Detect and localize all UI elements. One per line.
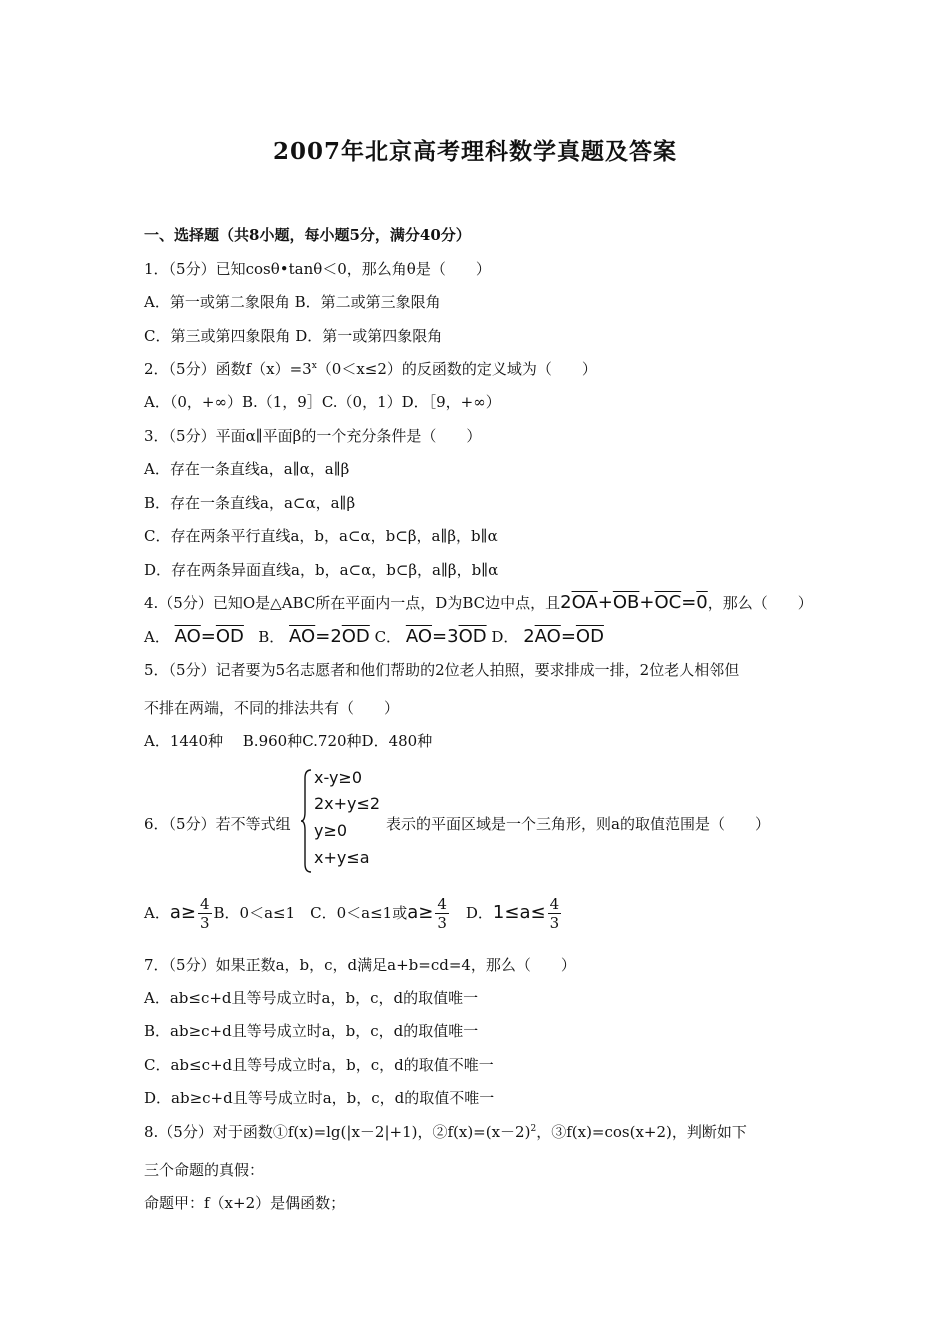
inequality-4: x+y≤a xyxy=(314,848,370,867)
q5-stem-line1: 5．（5分）记者要为5名志愿者和他们帮助的2位老人拍照，要求排成一排，2位老人相邻但 xyxy=(144,661,740,679)
q7-option-b: B．ab≥c+d且等号成立时a，b，c，d的取值唯一 xyxy=(144,1022,479,1040)
q6-stem-post: 表示的平面区域是一个三角形，则a的取值范围是（ ） xyxy=(386,815,770,833)
fraction-4-3: $\frac{4}{3}$ xyxy=(199,895,210,932)
q6-stem-pre: 6．（5分）若不等式组 xyxy=(144,815,291,833)
variable-a: a xyxy=(169,902,181,923)
q1-options-cd: C．第三或第四象限角 D．第一或第四象限角 xyxy=(144,327,443,345)
number-one: 1 xyxy=(492,902,505,923)
q3-option-d: D．存在两条异面直线a，b，a⊂α，b⊂β，a∥β，b∥α xyxy=(144,561,499,579)
q8-line1-post: ，③f(x)=cos(x+2)，判断如下 xyxy=(536,1123,747,1141)
q8-stem-line1 xyxy=(144,1121,747,1142)
vector-od: $\overline{OD}$ xyxy=(575,626,604,647)
zero-vector: 0 xyxy=(696,592,708,613)
q6-option-d-label: D． xyxy=(450,904,493,922)
q5-options: A．1440种 B.960种C.720种D．480种 xyxy=(144,732,433,750)
vector-ao: $\overline{AO}$ xyxy=(534,626,561,647)
q6-options xyxy=(144,897,563,931)
vector-ao: $\overline{AO}$ xyxy=(289,626,316,647)
equals-sign: = xyxy=(200,626,216,647)
equals-sign: = xyxy=(681,592,697,613)
q2-stem-pre: 2．（5分）函数f（x）=3 xyxy=(144,360,312,378)
q3-option-b: B．存在一条直线a，a⊂α，a∥β xyxy=(144,494,356,512)
inequality-1: x-y≥0 xyxy=(314,768,363,787)
section-heading: 一、选择题（共8小题，每小题5分，满分40分） xyxy=(144,226,471,244)
vector-ob: $\overline{OB}$ xyxy=(612,592,640,613)
fraction-4-3: $\frac{4}{3}$ xyxy=(437,895,447,932)
q8-exponent: 2 xyxy=(530,1124,537,1134)
q4-stem-pre: 4.（5分）已知O是△ABC所在平面内一点，D为BC边中点，且 xyxy=(144,594,561,612)
q8-proposition-a: 命题甲：f（x+2）是偶函数； xyxy=(144,1194,346,1212)
q1-stem: 1．（5分）已知cosθ•tanθ＜0，那么角θ是（ ） xyxy=(144,260,491,278)
q3-option-a: A．存在一条直线a，a∥α，a∥β xyxy=(144,460,350,478)
q2-exponent: x xyxy=(311,361,317,371)
q4-eq-coef: 2 xyxy=(560,592,572,613)
q7-option-a: A．ab≤c+d且等号成立时a，b，c，d的取值唯一 xyxy=(144,989,479,1007)
coefficient: 3 xyxy=(447,626,459,647)
plus-sign: + xyxy=(639,592,655,613)
vector-od: $\overline{OD}$ xyxy=(458,626,487,647)
vector-oc: $\overline{OC}$ xyxy=(654,592,682,613)
plus-sign: + xyxy=(597,592,613,613)
q3-option-c: C．存在两条平行直线a，b，a⊂α，b⊂β，a∥β，b∥α xyxy=(144,527,498,545)
inequality-2: 2x+y≤2 xyxy=(314,794,381,813)
le-sign: ≤ xyxy=(504,902,520,923)
q4-option-d-label: D． xyxy=(491,628,519,646)
q7-option-d: D．ab≥c+d且等号成立时a，b，c，d的取值不唯一 xyxy=(144,1089,495,1107)
q7-option-c: C．ab≤c+d且等号成立时a，b，c，d的取值不唯一 xyxy=(144,1056,494,1074)
variable-a: a xyxy=(519,902,531,923)
vector-od: $\overline{OD}$ xyxy=(215,626,244,647)
equals-sign: = xyxy=(560,626,576,647)
fraction-4-3: $\frac{4}{3}$ xyxy=(549,895,560,932)
variable-a: a xyxy=(407,902,419,923)
q8-line1-pre: 8.（5分）对于函数①f(x)=lg(|x－2|+1)，②f(x)=(x－2) xyxy=(144,1123,531,1141)
q4-options xyxy=(144,626,604,647)
q2-stem xyxy=(144,358,597,379)
ge-sign: ≥ xyxy=(180,902,196,923)
inequality-system xyxy=(300,768,390,874)
q2-stem-post: （0＜x≤2）的反函数的定义域为（ ） xyxy=(316,360,597,378)
vector-od: $\overline{OD}$ xyxy=(341,626,370,647)
left-brace xyxy=(300,768,312,874)
vector-ao: $\overline{AO}$ xyxy=(174,626,201,647)
le-sign: ≤ xyxy=(530,902,546,923)
q4-option-a-label: A． xyxy=(144,628,170,646)
vector-ao: $\overline{AO}$ xyxy=(405,626,433,647)
q5-stem-line2: 不排在两端，不同的排法共有（ ） xyxy=(144,699,400,717)
q8-stem-line2: 三个命题的真假： xyxy=(144,1161,265,1179)
q4-stem xyxy=(144,592,813,613)
ge-sign: ≥ xyxy=(418,902,434,923)
q7-stem: 7．（5分）如果正数a，b，c，d满足a+b=cd=4，那么（ ） xyxy=(144,956,576,974)
inequality-3: y≥0 xyxy=(314,821,348,840)
q1-options-ab: A．第一或第二象限角 B．第二或第三象限角 xyxy=(144,293,441,311)
equals-sign: = xyxy=(315,626,331,647)
equals-sign: = xyxy=(432,626,448,647)
q4-option-c-label: C． xyxy=(374,628,402,646)
coefficient: 2 xyxy=(330,626,342,647)
q3-stem: 3．（5分）平面α∥平面β的一个充分条件是（ ） xyxy=(144,427,482,445)
q2-options: A．（0，+∞）B.（1，9］C.（0，1）D．［9，+∞） xyxy=(144,393,501,411)
q4-option-b-label: B． xyxy=(258,628,285,646)
q6-option-bc: B．0＜a≤1 C．0＜a≤1或 xyxy=(213,904,408,922)
coefficient: 2 xyxy=(523,626,535,647)
page-title: 2007年北京高考理科数学真题及答案 xyxy=(272,138,677,165)
q6-option-a-label: A． xyxy=(144,904,170,922)
vector-oa: $\overline{OA}$ xyxy=(571,592,598,613)
q4-stem-post: ，那么（ ） xyxy=(707,594,813,612)
